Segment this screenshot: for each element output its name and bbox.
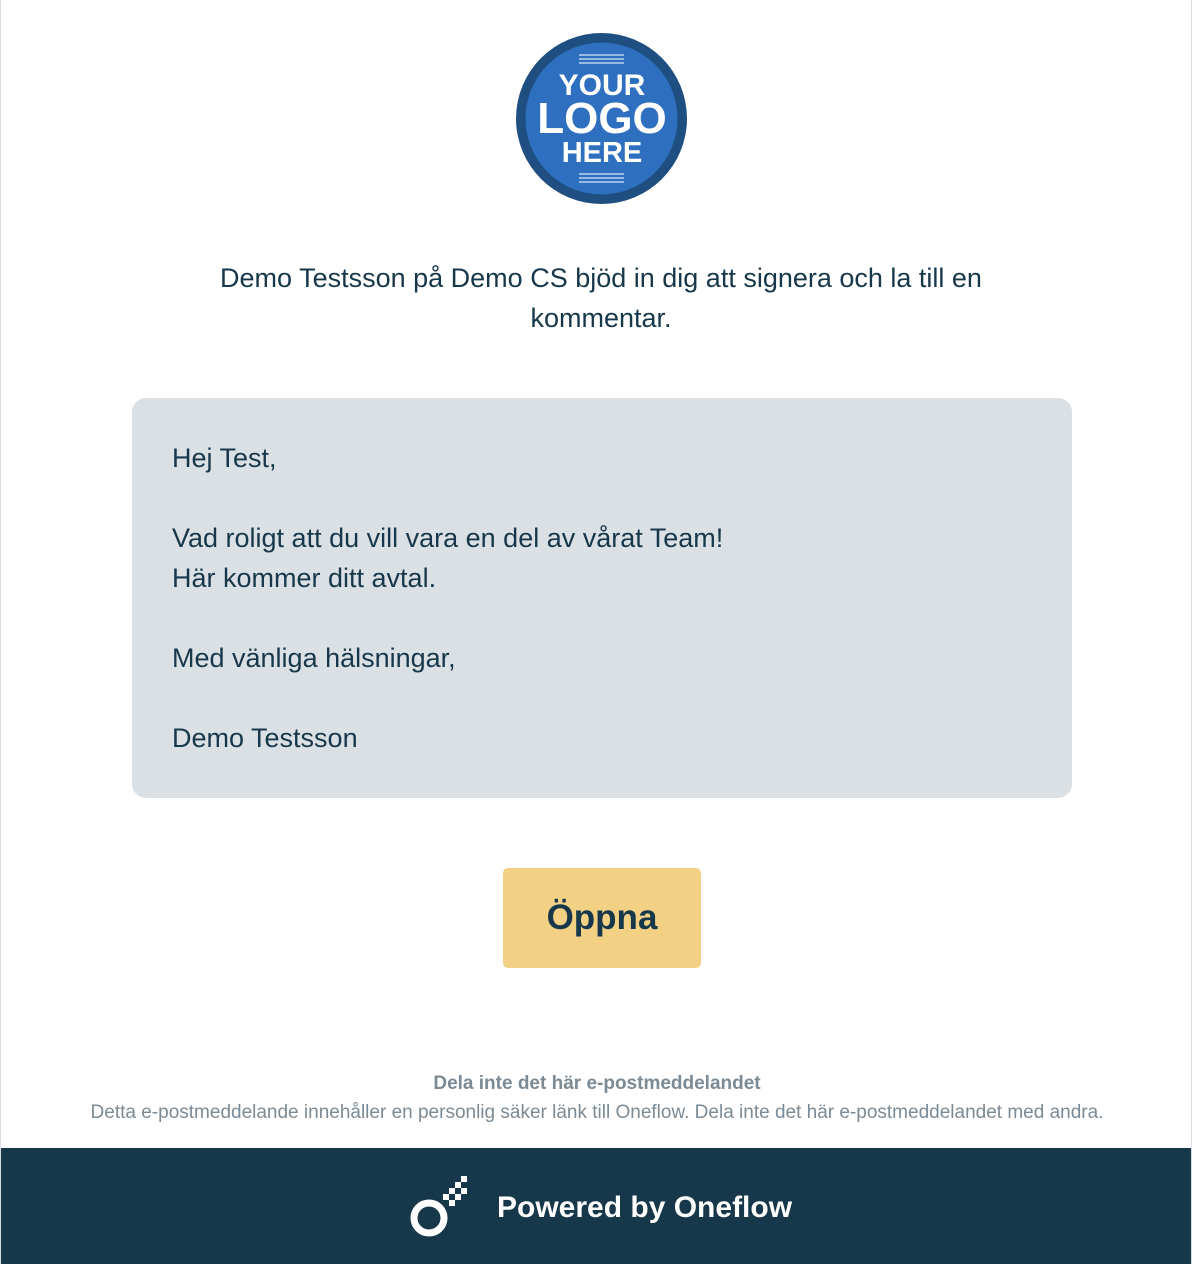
company-logo [516,33,687,204]
comment-box [132,398,1072,798]
security-notice-text: Detta e-postmeddelande innehåller en personlig säker länk till Oneflow. Dela inte det här e-postmeddelandet med andra. [90,1102,1104,1123]
comment-line [172,478,1032,518]
invite-message: Demo Testsson på Demo CS bjöd in dig att signera och la till en kommentar. [220,263,982,333]
oneflow-logo-icon[interactable] [409,1176,477,1240]
comment-line: Här kommer ditt avtal. [172,563,437,593]
logo-text-line2: LOGO [537,94,667,143]
logo-text-line1: YOUR [558,69,646,102]
comment-line [172,598,1032,638]
logo-text-line3: HERE [561,137,643,169]
comment-line: Demo Testsson [172,723,358,753]
comment-line: Med vänliga hälsningar, [172,643,456,673]
powered-by-text[interactable]: Powered by Oneflow [497,1191,793,1224]
open-button[interactable]: Öppna [503,868,701,968]
security-notice-title: Dela inte det här e-postmeddelandet [433,1073,761,1094]
comment-line [172,678,1032,718]
comment-line: Vad roligt att du vill vara en del av vårat Team! [172,523,724,553]
comment-line: Hej Test, [172,443,277,473]
footer [1,1148,1191,1264]
